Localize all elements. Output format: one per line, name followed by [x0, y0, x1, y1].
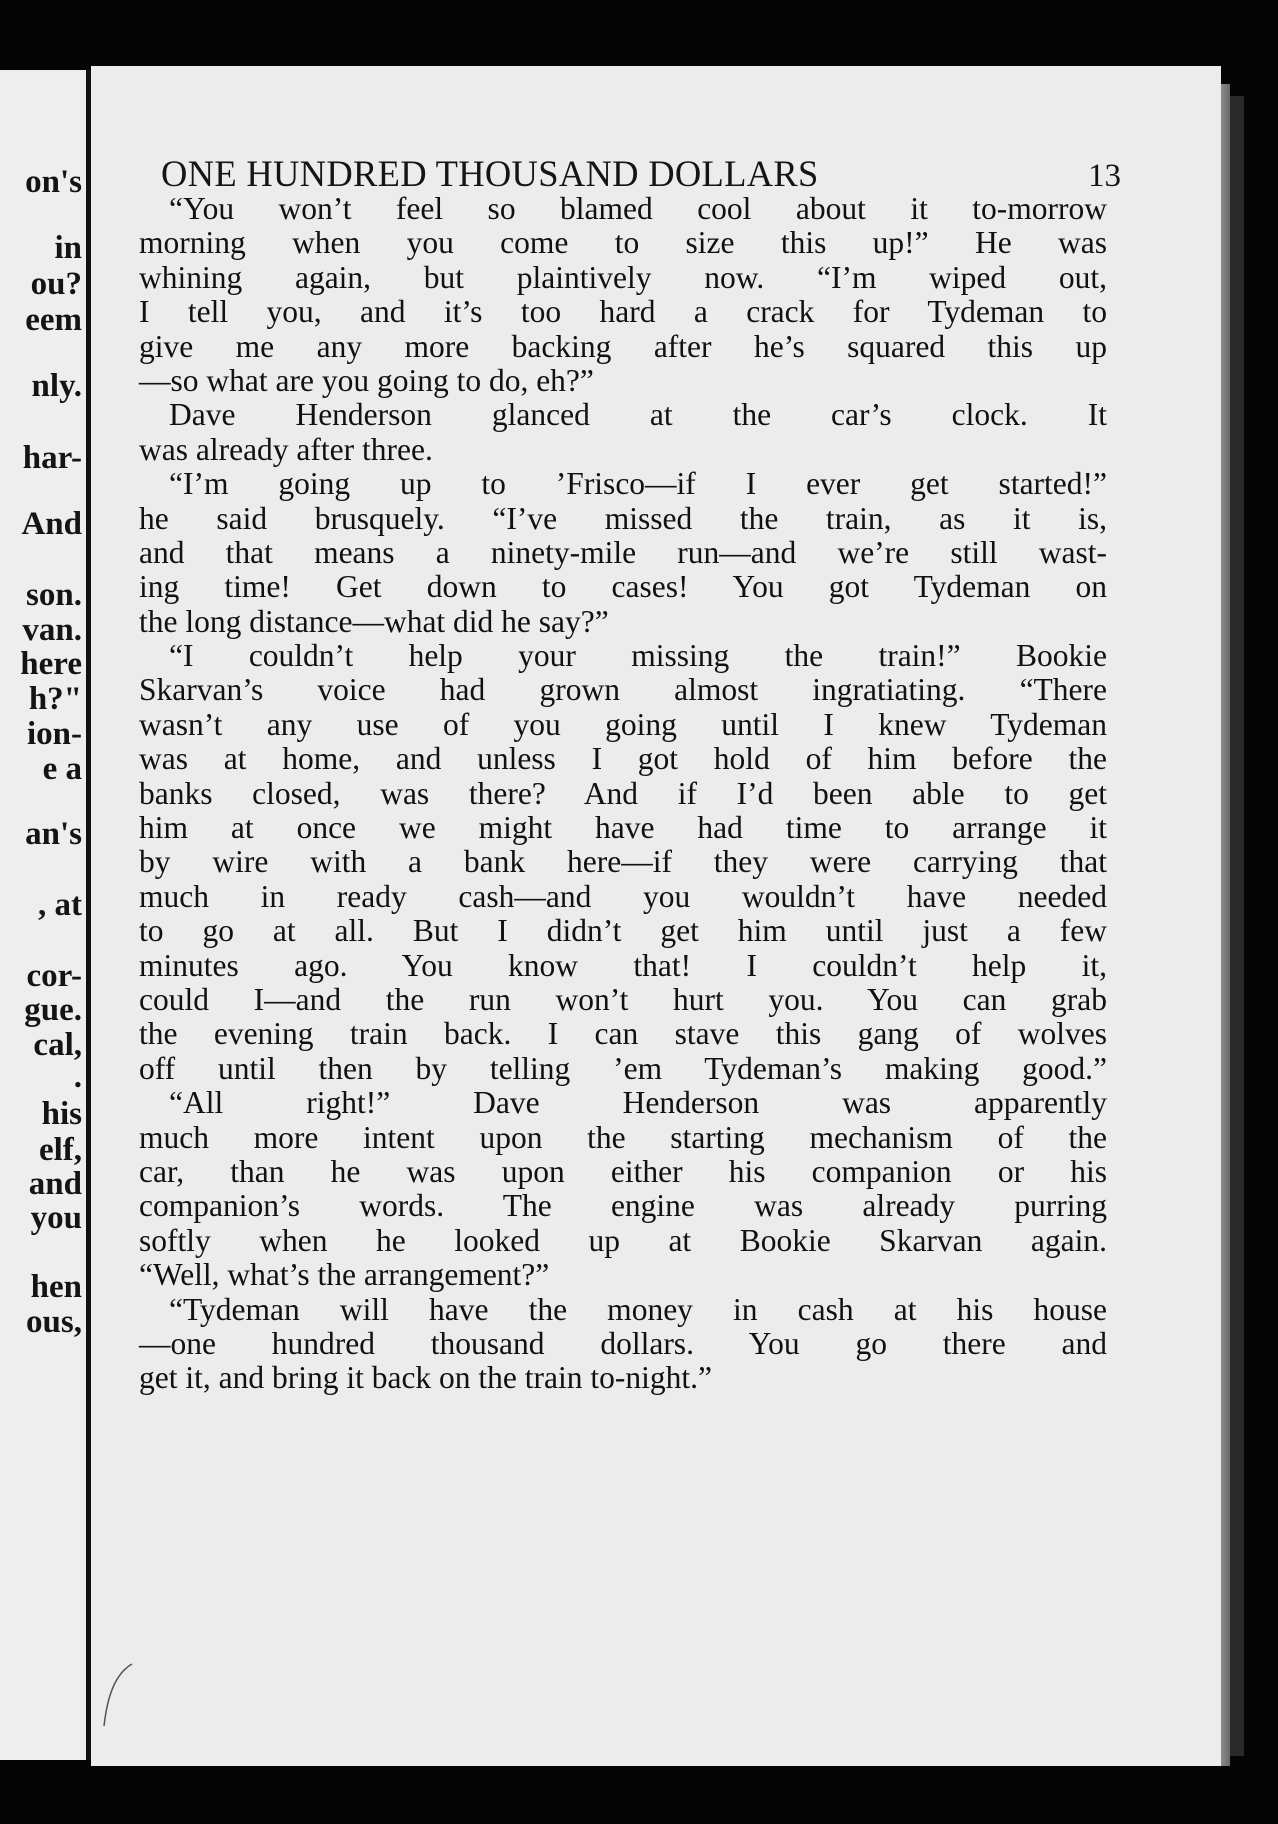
text-line: “I couldn’t help your missing the train!” Bookie	[169, 638, 1107, 674]
text-line: banks closed, was there? And if I’d been able to get	[139, 775, 1107, 811]
previous-page-fragment: in	[54, 230, 82, 266]
text-line: him at once we might have had time to arrange it	[139, 810, 1107, 846]
previous-page-fragment: you	[30, 1200, 82, 1236]
text-line: was already after three.	[139, 431, 433, 467]
text-line: give me any more backing after he’s squared this up	[139, 328, 1107, 364]
previous-page-fragment: eem	[25, 302, 82, 338]
previous-page-fragment: h?"	[28, 681, 82, 717]
previous-page-fragment: his	[41, 1096, 82, 1132]
running-title: ONE HUNDRED THOUSAND DOLLARS	[161, 153, 819, 194]
text-line: much more intent upon the starting mechanism of the	[139, 1119, 1107, 1155]
text-line: the long distance—what did he say?”	[139, 603, 609, 639]
previous-page-fragment: on's	[25, 164, 82, 200]
text-line: he said brusquely. “I’ve missed the train, as it is,	[139, 500, 1107, 536]
running-head	[161, 153, 1121, 194]
previous-page-fragment: cor-	[26, 958, 82, 994]
previous-page-fragment: gue.	[24, 992, 82, 1028]
text-line: was at home, and unless I got hold of him before the	[139, 741, 1107, 777]
previous-page-fragment: cal,	[33, 1027, 82, 1063]
previous-page-fragment: , at	[38, 887, 82, 923]
text-line: off until then by telling ’em Tydeman’s making good.”	[139, 1050, 1107, 1086]
text-line: to go at all. But I didn’t get him until just a few	[139, 913, 1107, 949]
book-fore-edge-shadow	[1230, 96, 1244, 1756]
text-line: much in ready cash—and you wouldn’t have needed	[139, 878, 1107, 914]
previous-page-fragment: and	[28, 1166, 82, 1202]
text-line: car, than he was upon either his companion or his	[139, 1153, 1107, 1189]
previous-page-fragment: here	[20, 646, 82, 682]
text-line: morning when you come to size this up!” He was	[139, 225, 1107, 261]
text-line: “Well, what’s the arrangement?”	[139, 1257, 550, 1293]
previous-page-fragment: son.	[26, 577, 82, 613]
text-line: —one hundred thousand dollars. You go there and	[139, 1325, 1107, 1361]
text-line: get it, and bring it back on the train to-night.”	[139, 1360, 712, 1396]
previous-page-fragment: har-	[22, 440, 82, 476]
book-page	[91, 66, 1221, 1766]
text-line: —so what are you going to do, eh?”	[139, 362, 594, 398]
previous-page-fragment: van.	[22, 612, 82, 648]
text-line: I tell you, and it’s too hard a crack for Tydeman to	[139, 294, 1107, 330]
text-line: Dave Henderson glanced at the car’s clock. It	[169, 397, 1107, 433]
text-line: Skarvan’s voice had grown almost ingratiating. “There	[139, 672, 1107, 708]
stray-pen-mark	[100, 1660, 140, 1730]
text-line: by wire with a bank here—if they were carrying that	[139, 844, 1107, 880]
text-line: “All right!” Dave Henderson was apparently	[169, 1085, 1107, 1121]
previous-page-fragment: ous,	[26, 1304, 82, 1340]
text-line: companion’s words. The engine was already purring	[139, 1188, 1107, 1224]
text-line: ing time! Get down to cases! You got Tydeman on	[139, 569, 1107, 605]
text-line: and that means a ninety-mile run—and we’re still wast-	[139, 534, 1107, 570]
text-line: could I—and the run won’t hurt you. You can grab	[139, 981, 1107, 1017]
page-number: 13	[1088, 158, 1121, 194]
previous-page-fragment: nly.	[31, 368, 82, 404]
text-line: whining again, but plaintively now. “I’m wiped out,	[139, 259, 1107, 295]
text-line: wasn’t any use of you going until I knew Tydeman	[139, 706, 1107, 742]
text-line: softly when he looked up at Bookie Skarvan again.	[139, 1222, 1107, 1258]
text-line: “Tydeman will have the money in cash at his house	[169, 1291, 1107, 1327]
previous-page-fragment: elf,	[38, 1132, 82, 1168]
previous-page-fragment: .	[73, 1059, 82, 1095]
body-text	[139, 192, 1107, 1396]
previous-page-fragment: And	[21, 506, 82, 542]
previous-page-fragment: e a	[42, 751, 82, 787]
previous-page-fragment: ou?	[30, 266, 82, 302]
text-line: “You won’t feel so blamed cool about it to-morrow	[169, 191, 1107, 226]
previous-page-fragment: ion-	[26, 716, 82, 752]
previous-page-fragment: an's	[25, 816, 82, 852]
text-line: “I’m going up to ’Frisco—if I ever get started!”	[169, 466, 1107, 502]
text-line: minutes ago. You know that! I couldn’t help it,	[139, 947, 1107, 983]
previous-page-fragment: hen	[30, 1269, 82, 1305]
text-line: the evening train back. I can stave this gang of wolves	[139, 1016, 1107, 1052]
previous-page-edge	[0, 70, 86, 1760]
